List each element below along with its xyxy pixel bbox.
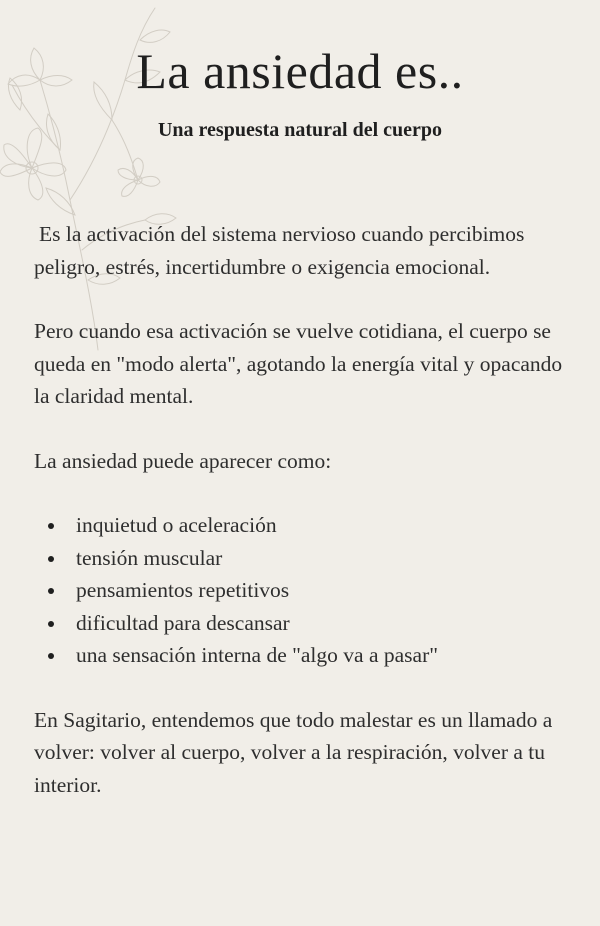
list-item: inquietud o aceleración — [34, 509, 579, 542]
list-item: una sensación interna de "algo va a pasar" — [34, 639, 579, 672]
list-item: dificultad para descansar — [34, 607, 579, 640]
body-content — [34, 218, 579, 833]
page-title: La ansiedad es.. — [136, 43, 464, 99]
intro-paragraph: Es la activación del sistema nervioso cuando percibimos peligro, estrés, incertidumbre o exigencia emocional. — [34, 222, 525, 279]
symptom-list — [34, 509, 579, 672]
alert-mode-paragraph: Pero cuando esa activación se vuelve cotidiana, el cuerpo se queda en "modo alerta", agotando la energía vital y opacando la claridad mental. — [34, 319, 563, 408]
closing-paragraph: En Sagitario, entendemos que todo malestar es un llamado a volver: volver al cuerpo, volver a la respiración, volver a tu interior. — [34, 707, 553, 797]
list-item: pensamientos repetitivos — [34, 574, 579, 607]
page-subtitle: Una respuesta natural del cuerpo — [157, 119, 443, 141]
list-item: tensión muscular — [34, 542, 579, 575]
list-intro-paragraph: La ansiedad puede aparecer como: — [34, 448, 332, 473]
